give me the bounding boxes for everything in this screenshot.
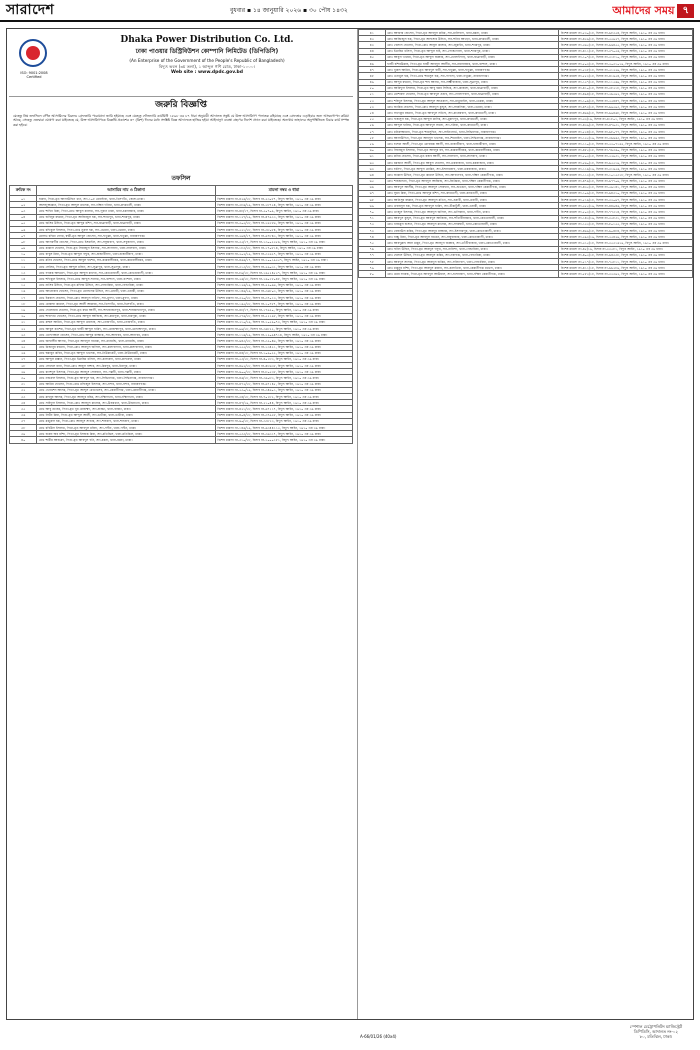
cell-case: বিশেষ মামলা নং-১১৩/১৮, হিসাব নং-১০১৫৩১৮, বিদ্যুৎ আইন, ১৯১০ এর ৩৯ ধারা। bbox=[559, 172, 693, 178]
cell-case: বিশেষ মামলা নং-৫৮২/১৮, হিসাব নং-৩২৩৯২, বিদ্যুৎ আইন, ১৯১০ এর ৩৯ ধারা। bbox=[559, 271, 693, 277]
cell-serial: ৪৭ bbox=[359, 67, 386, 73]
cell-accused: মোঃ আব্দুল হালিম, পিতা-মৃত আবদুস সামাদ, সাং-দনিয়া, থানা-কদমতলী, ঢাকা। bbox=[385, 122, 559, 128]
cell-accused: মোঃ আবদুল্লাহ আল মামুন, পিতা-মৃত আবদুল জব্বার, সাং-তাঁতীবাজার, থানা-কোতোয়ালী, ঢাকা। bbox=[385, 240, 559, 246]
cell-accused: মোঃ মামুনুর রশিদ, পিতা-মৃত আবদুল মান্নান, সাং-কলাতিয়া, থানা-কেরানীগঞ্জ মডেল, ঢাকা। bbox=[385, 265, 559, 271]
cell-case: বিশেষ মামলা নং-১১৬/১৯, হিসাব নং-৩১৬৫৬, বিদ্যুৎ আইন, ১৯১০ এর ৩৯ ধারা। bbox=[559, 166, 693, 172]
cell-serial: ৭২ bbox=[359, 221, 386, 227]
cell-accused: মোঃ জামাল উদ্দিন, পিতা-মৃত কামাল উদ্দিন, সাং-আগানগর, থানা-দক্ষিণ কেরানীগঞ্জ, ঢাকা। bbox=[385, 172, 559, 178]
cell-accused: মোঃ ওবায়দুল হক, পিতা-মৃত আবদুল হামিদ, সাং-টিকাটুলী, থানা-ওয়ারী, ঢাকা। bbox=[385, 203, 559, 209]
cell-case: বিশেষ মামলা নং-১২৫/১৯, হিসাব নং-৩৬৬৬৩, বিদ্যুৎ আইন, ১৯১০ এর ৩৯ ধারা। bbox=[559, 135, 693, 141]
cell-case: বিশেষ মামলা নং-২০২/১৯, হিসাব নং-৩১৬২৭, বিদ্যুৎ আইন, ১৯১০ এর ৩৯ ধারা। bbox=[215, 251, 352, 257]
cell-case: বিশেষ মামলা নং-৪৮/১৭, হিসাব নং-১৭৬২০, বিদ্যুৎ আইন, ১৯১০ এর ৩৯ ধারা। bbox=[215, 307, 352, 313]
cell-serial: ৩২ bbox=[10, 387, 37, 393]
cell-accused: মোঃ মনিরুজ্জামান, পিতা-মৃত শামসুদ্দিন, সাং-সাইনবোর্ড, থানা-সিদ্ধিরগঞ্জ, নারায়ণগঞ্জ। bbox=[385, 129, 559, 135]
cell-accused: মোঃ কামাল হোসেন, পিতা-মৃত সিরাজুল ইসলাম, সাং-লালবাগ, থানা-লালবাগ, ঢাকা। bbox=[37, 245, 215, 251]
cell-serial: ৭১ bbox=[359, 215, 386, 221]
cell-accused: মোঃ দেলোয়ার হোসেন, পিতা-মৃত রহম আলী, সাং-শাহজাহানপুর, থানা-শাহজাহানপুর, ঢাকা। bbox=[37, 307, 215, 313]
cell-accused: মোঃ রবিউল ইসলাম, পিতা-মৃত আবদুল মজিদ, সাং-পল্টন, থানা-পল্টন, ঢাকা। bbox=[37, 424, 215, 430]
cell-case: বিশেষ মামলা নং-৩২০/১৮, হিসাব নং-৩৭০১৩, বিদ্যুৎ আইন, ১৯১০ এর ৩৯ ধারা। bbox=[215, 295, 352, 301]
schedule-title: তফসিল bbox=[171, 175, 191, 182]
cell-serial: ৩৫ bbox=[10, 406, 37, 412]
cell-accused: মোঃ মনির হোসেন, পিতা-মোঃ আবুল হাশেম, সাং-কামরাঙ্গীরচর, থানা-কামরাঙ্গীরচর, ঢাকা। bbox=[37, 257, 215, 263]
cell-serial: ৭৩ bbox=[359, 228, 386, 234]
cell-serial: ১৩ bbox=[10, 270, 37, 276]
cell-serial: ৭৮ bbox=[359, 258, 386, 264]
cell-case: বিশেষ মামলা নং-৪৬৬/১৭, হিসাব নং-১০০১৯২৫৭, বিদ্যুৎ আইন, ১৯১০ এর ৩৯ ধারা। bbox=[215, 257, 352, 263]
table-row bbox=[359, 271, 693, 277]
dpdc-logo-icon bbox=[19, 39, 47, 67]
cell-serial: ৩১ bbox=[10, 381, 37, 387]
cell-case: বিশেষ মামলা নং-১০৬/১৮, হিসাব নং-২৫৪৪৭, বিদ্যুৎ আইন, ১৯১০ এর ৩৯ ধারা। bbox=[559, 98, 693, 104]
company-header bbox=[9, 29, 353, 97]
cell-accused: মোঃ আবদুল আলীম, পিতা-মৃত আবদুস সোবহান, সাং-শুভাঢ্যা, থানা-দক্ষিণ কেরানীগঞ্জ, ঢাকা। bbox=[385, 184, 559, 190]
cell-serial: ১৬ bbox=[10, 288, 37, 294]
cell-case: বিশেষ মামলা নং-৪৯২/১৮, হিসাব নং-৪৮৬৩৮, বিদ্যুৎ আইন, ১৯১০ এর ৩৯ ধারা। bbox=[215, 363, 352, 369]
cell-case: বিশেষ মামলা নং-৫০৩/১৮, হিসাব নং-৭৭৩১৪, বিদ্যুৎ আইন, ১৯১০ এর ৩৯ ধারা। bbox=[559, 209, 693, 215]
cell-accused: মোসাঃ রহিমা বেগম, স্বামী-মৃত আবুল হোসেন, সাং-ফতুল্লা, থানা-ফতুল্লা, নারায়ণগঞ্জ। bbox=[37, 233, 215, 239]
cell-accused: মোঃ মঞ্জুরুল হক, পিতা-মোঃ আবদুস সাত্তার, সাং-শাহবাগ, থানা-শাহবাগ, ঢাকা। bbox=[37, 418, 215, 424]
cell-serial: ২৪ bbox=[10, 338, 37, 344]
cell-accused: মোঃ আনিসুর রহমান, পিতা-মৃত আবদুল মতিন, সাং-ওয়ারী, থানা-ওয়ারী, ঢাকা। bbox=[385, 197, 559, 203]
table-row bbox=[10, 437, 353, 443]
dpdc-notice-advertisement bbox=[6, 28, 694, 1020]
cell-case: বিশেষ মামলা নং-১২২/১৮, হিসাব নং-৮০১৫৫, বিদ্যুৎ আইন, ১৯১০ এর ৩৯ ধারা। bbox=[559, 221, 693, 227]
cell-serial: ৬৯ bbox=[359, 203, 386, 209]
newspaper-masthead bbox=[0, 0, 700, 22]
cell-accused: মোঃ রাশেদুল ইসলাম, পিতা-মৃত আবদুস সোবহান, সাং-পল্লবী, থানা-পল্লবী, ঢাকা। bbox=[37, 369, 215, 375]
cell-serial: ১৫ bbox=[10, 282, 37, 288]
cell-case: বিশেষ মামলা নং-৫০২/১৮, হিসাব নং-২২৯৩১, বিদ্যুৎ আইন, ১৯১০ এর ৩৯ ধারা। bbox=[559, 153, 693, 159]
cell-serial: ৬০ bbox=[359, 147, 386, 153]
cell-case: বিশেষ মামলা নং-৪১১/১৮, হিসাব নং-৬৬২৮৯, বিদ্যুৎ আইন, ১৯১০ এর ৩৯ ধারা। bbox=[559, 265, 693, 271]
cell-serial: ০৭ bbox=[10, 233, 37, 239]
cell-serial: ৪৩ bbox=[359, 42, 386, 48]
notice-intro: যেহেতু নিম্ন তফসিলে বর্ণিত আসামিদের বিরুদ্ধে গ্রেফতারি পরোয়ানা জারি হইয়াছে এবং যেহেতু ফৌজদারি কার্যবিধি ১৮৯৮ এর ৮৭ ধারা অনুযায়ী আদালত সন্তুষ্ট যে উক্ত আসামিগণ পলাতক রহিয়াছে এবং গ্রেফতার এড়াইবার জন্য আত্মগোপন করিয়া আছে, সেহেতু এতদ্বারা ঘোষণা করা যাইতেছে যে, উক্ত আসামিগণকে বিজ্ঞপ্তি প্রকাশের ৩০ (ত্রিশ) দিনের মধ্যে সংশ্লিষ্ট বিজ্ঞ আদালতে হাজির হইয়া আইনানুগ ব্যবস্থা গ্রহণের নির্দেশ প্রদান করা যাইতেছে। অন্যথায় তাহাদের অনুপস্থিতিতে বিচার কার্য সম্পন্ন করা হইবে। bbox=[13, 114, 349, 127]
cell-accused: মোঃ আলাউদ্দিন, পিতা-মৃত আবদুল খালেক, সাং-শিমরাইল, থানা-সিদ্ধিরগঞ্জ, নারায়ণগঞ্জ। bbox=[385, 135, 559, 141]
cell-accused: মোঃ হুমায়ুন কবির, পিতা-মৃত আব্দুল খালেক, সাং-নিউমার্কেট, থানা-নিউমার্কেট, ঢাকা। bbox=[37, 350, 215, 356]
cell-case: বিশেষ মামলা নং-৫৩০/১৮, হিসাব নং-৬৮৩৫৪, বিদ্যুৎ আইন, ১৯১০ এর ৩৯ ধারা। bbox=[559, 30, 693, 36]
cell-case: বিশেষ মামলা নং-৪৩৫/১৮, হিসাব নং-৫৯১৪১, বিদ্যুৎ আইন, ১৯১০ এর ৩৯ ধারা। bbox=[559, 184, 693, 190]
company-subtitle: (An Enterprise of the Government of the People's Republic of Bangladesh) bbox=[129, 57, 285, 63]
cell-case: বিশেষ মামলা নং-১২৭/১৮, হিসাব নং-১১৫৬৯, বিদ্যুৎ আইন, ১৯১০ এর ৩৯ ধারা। bbox=[559, 79, 693, 85]
cell-case: বিশেষ মামলা নং-২১০/১৯, হিসাব নং-১০৫৯০৭৩, বিদ্যুৎ আইন, ১৯১০ এর ৩৯ ধারা। bbox=[215, 319, 352, 325]
company-text bbox=[69, 35, 345, 76]
cell-case: বিশেষ মামলা নং-৪৯৪/১৮, হিসাব নং-২৬৫৯২, বিদ্যুৎ আইন, ১৯১০ এর ৩৯ ধারা। bbox=[559, 91, 693, 97]
cell-serial: ১২ bbox=[10, 264, 37, 270]
col-header-name: আসামির নাম ও ঠিকানা bbox=[37, 186, 215, 196]
cell-serial: ৩৮ bbox=[10, 424, 37, 430]
cell-serial: ৮০ bbox=[359, 271, 386, 277]
cell-serial: ৪০ bbox=[10, 437, 37, 443]
cell-serial: ৬৮ bbox=[359, 197, 386, 203]
cell-accused: মোঃ মাহবুব আলম, পিতা-মৃত আবদুর রহিম, সাং-দক্ষিণখান, থানা-দক্ষিণখান, ঢাকা। bbox=[37, 394, 215, 400]
cell-serial: ৭৫ bbox=[359, 240, 386, 246]
cell-case: বিশেষ মামলা নং-৯৯/১৮, হিসাব নং-৩৬৮২২, বিদ্যুৎ আইন, ১৯১০ এর ৩৯ ধারা। bbox=[215, 325, 352, 331]
cell-accused: মোঃ জাহাঙ্গীর আলম, পিতা-মৃত আবদুল বারেক, সাং-ধানমন্ডি, থানা-ধানমন্ডি, ঢাকা। bbox=[37, 338, 215, 344]
cell-serial: ৫৮ bbox=[359, 135, 386, 141]
cell-case: বিশেষ মামলা নং-৩৪/১৮, হিসাব নং-৭০১৮২, বিদ্যুৎ আইন, ১৯১০ এর ৩৯ ধারা। bbox=[215, 394, 352, 400]
section-title: সারাদেশ bbox=[6, 2, 55, 18]
cell-serial: ০৬ bbox=[10, 226, 37, 232]
cell-serial: ৪৫ bbox=[359, 54, 386, 60]
cell-case: বিশেষ মামলা নং-৪২৬/১৮, হিসাব নং-২৩০৮৭, বিদ্যুৎ আইন, ১৯১০ এর ৩৯ ধারা। bbox=[215, 196, 352, 202]
cell-case: বিশেষ মামলা নং-১২৬/১৯, হিসাব নং-২২০৯৬, বিদ্যুৎ আইন, ১৯১০ এর ৩৯ ধারা। bbox=[215, 282, 352, 288]
cell-serial: ১৭ bbox=[10, 295, 37, 301]
cell-accused: মোঃ আজিজুল হক, পিতা-মৃত আফসার উদ্দিন, সাং-শনির আখড়া, থানা-কদমতলী, ঢাকা। bbox=[385, 36, 559, 42]
cell-case: বিশেষ মামলা নং-১০৭/১৮, হিসাব নং-৩১৮১০, বিদ্যুৎ আইন, ১৯১০ এর ৩৯ ধারা। bbox=[559, 54, 693, 60]
signer-office: ডিপিডিসি, আদালত নং-০২ bbox=[633, 1029, 679, 1034]
cell-accused: মোঃ আব্দুর রহমান, পিতা-মৃত শাহ আলম, সাং-লক্ষ্মীবাজার, থানা-সূত্রাপুর, ঢাকা। bbox=[385, 79, 559, 85]
cell-case: বিশেষ মামলা নং-২৬৫/১৮, হিসাব নং-৬৬৪৫৫, বিদ্যুৎ আইন, ১৯১০ এর ৩৯ ধারা। bbox=[559, 42, 693, 48]
cell-serial: ৫০ bbox=[359, 85, 386, 91]
cell-accused: মোঃ আবু তাহের, পিতা-মৃত নুর মোহাম্মদ, সাং-বাড্ডা, থানা-বাড্ডা, ঢাকা। bbox=[37, 406, 215, 412]
page-number: ৭ bbox=[677, 4, 694, 19]
cell-case: বিশেষ মামলা নং-১৪৬/১৯, হিসাব নং-৩৬৮০৩, বিদ্যুৎ আইন, ১৯১০ এর ৩৯ ধারা। bbox=[215, 288, 352, 294]
cell-serial: ০৫ bbox=[10, 220, 37, 226]
cell-case: বিশেষ মামলা নং-৪৬৬/১৮, হিসাব নং-৬৯৪৬৮, বিদ্যুৎ আইন, ১৯১০ এর ৩৯ ধারা। bbox=[559, 110, 693, 116]
cell-accused: মোঃ আবদুল কুদ্দুস, পিতা-মৃত আবদুল আজিজ, সাং-শাঁখারীবাজার, থানা-কোতোয়ালী, ঢাকা। bbox=[385, 215, 559, 221]
cell-accused: মোঃ সেলিম, পিতা-মৃত আব্দুল মজিদ, সাং-সূত্রাপুর, থানা-সূত্রাপুর, ঢাকা। bbox=[37, 264, 215, 270]
cell-serial: ৭৭ bbox=[359, 252, 386, 258]
cell-accused: মোঃ ইব্রাহিম খলিল, পিতা-মৃত আব্দুল হাই, সাং-পোস্তগোলা, থানা-শ্যামপুর, ঢাকা। bbox=[385, 48, 559, 54]
cell-accused: মোঃ শামীম আহমেদ, পিতা-মৃত আবদুল গনি, সাং-রমনা, থানা-রমনা, ঢাকা। bbox=[37, 437, 215, 443]
cell-serial: ৫৫ bbox=[359, 116, 386, 122]
cell-serial: ৭৬ bbox=[359, 246, 386, 252]
cell-case: বিশেষ মামলা নং-৩৮৬/১৯, হিসাব নং-১৮৭২৪, বিদ্যুৎ আইন, ১৯১০ এর ৩৯ ধারা। bbox=[215, 202, 352, 208]
cell-serial: ২৭ bbox=[10, 356, 37, 362]
cell-serial: ৫১ bbox=[359, 91, 386, 97]
cell-case: বিশেষ মামলা নং-৫৫৩/১৮, হিসাব নং-৪১৬৫৪, বিদ্যুৎ আইন, ১৯১০ এর ৩৯ ধারা। bbox=[559, 73, 693, 79]
schedule-table-right bbox=[358, 29, 693, 278]
cell-serial: ১১ bbox=[10, 257, 37, 263]
cell-accused: মোঃ ফারুক আহমেদ, পিতা-মৃত আব্দুল কাদের, সাং-কোতোয়ালী, থানা-কোতোয়ালী, ঢাকা। bbox=[37, 270, 215, 276]
cell-accused: মোঃ আরিফুল ইসলাম, পিতা-মৃত আবু বকর সিদ্দিক, সাং-কাজলা, থানা-যাত্রাবাড়ী, ঢাকা। bbox=[385, 85, 559, 91]
cell-case: বিশেষ মামলা নং-৩৭৬/১৮, হিসাব নং-৫২১৯৮, বিদ্যুৎ আইন, ১৯১০ এর ৩৯ ধারা। bbox=[215, 313, 352, 319]
cell-serial: ৬২ bbox=[359, 159, 386, 165]
cell-case: বিশেষ মামলা নং-১২৭/১৯, হিসাব নং-৪৭৯১৩, বিদ্যুৎ আইন, ১৯১০ এর ৩৯ ধারা। bbox=[215, 214, 352, 220]
cell-serial: ১০ bbox=[10, 251, 37, 257]
cell-case: বিশেষ মামলা নং-৪৫/১৯, হিসাব নং-৩৩৫৮১, বিদ্যুৎ আইন, ১৯১০ এর ৩৯ ধারা। bbox=[559, 246, 693, 252]
table-header-row bbox=[10, 186, 353, 196]
cell-accused: হাজী বশিরউল্লাহ, পিতা-মৃত হাজী আবদুল আলীম, সাং-নয়াবাজার, থানা-বংশাল, ঢাকা। bbox=[385, 60, 559, 66]
company-name-bn: ঢাকা পাওয়ার ডিস্ট্রিবিউশন কোম্পানি লিমিটেড (ডিপিডিসি) bbox=[135, 48, 279, 56]
cell-accused: মোঃ আনোয়ার হোসেন, পিতা-মৃত মোসলেম উদ্দিন, সাং-ওয়ারী, থানা-ওয়ারী, ঢাকা। bbox=[37, 288, 215, 294]
cell-accused: মোঃ জসিম উদ্দিন, পিতা-মৃত আব্দুর রশিদ, সাং-যাত্রাবাড়ী, থানা-যাত্রাবাড়ী, ঢাকা। bbox=[37, 220, 215, 226]
cell-case: বিশেষ মামলা নং-১০৯/১৮, হিসাব নং-৬৪৩১০, বিদ্যুৎ আইন, ১৯১০ এর ৩৯ ধারা। bbox=[559, 190, 693, 196]
cell-serial: ২০ bbox=[10, 313, 37, 319]
cell-accused: মোঃ কবির হোসেন, পিতা-মৃত রজব আলী, সাং-লালবাগ, থানা-লালবাগ, ঢাকা। bbox=[385, 153, 559, 159]
cell-serial: ২৬ bbox=[10, 350, 37, 356]
cell-accused: মোঃ রুহুল আমিন, পিতা-মৃত আব্দুল ওয়াহাব, সাং-তেজগাঁও, থানা-তেজগাঁও, ঢাকা। bbox=[37, 319, 215, 325]
cell-serial: ৬৬ bbox=[359, 184, 386, 190]
cell-accused: মোঃ ফজলুল হক, পিতা-মৃত আব্দুল কাদির, সাং-মুরাদপুর, থানা-কদমতলী, ঢাকা। bbox=[385, 116, 559, 122]
cell-case: বিশেষ মামলা নং-৫০৩/১৮, হিসাব নং-২০৩১০১৯, বিদ্যুৎ আইন, ১৯১০ এর ৩৯ ধারা। bbox=[559, 60, 693, 66]
cell-accused: মোঃ হাসান আলী, পিতা-মৃত মোবারক আলী, সাং-হাজারীবাগ, থানা-হাজারীবাগ, ঢাকা। bbox=[385, 141, 559, 147]
cell-accused: মোঃ খোরশেদ আলম, পিতা-মৃত আব্দুল মোতালেব, সাং-কেরানীগঞ্জ, থানা-কেরানীগঞ্জ, ঢাকা। bbox=[37, 387, 215, 393]
cell-serial: ১৯ bbox=[10, 307, 37, 313]
cell-case: বিশেষ মামলা নং-২৩০/১৯, হিসাব নং-৩৪৬০১, বিদ্যুৎ আইন, ১৯১০ এর ৩৯ ধারা। bbox=[215, 387, 352, 393]
cell-accused: মোঃ হানিফ, পিতা-মৃত আব্দুল মোমিন, সাং-ইসলামবাগ, থানা-চকবাজার, ঢাকা। bbox=[385, 166, 559, 172]
cell-accused: মোঃ সাইফুল ইসলাম, পিতা-মোঃ আবদুল মালেক, সাং-উত্তরখান, থানা-উত্তরখান, ঢাকা। bbox=[37, 400, 215, 406]
cell-accused: মোঃ মিজানুর রহমান, পিতা-মোঃ আবদুল জলিল, সাং-কলাবাগান, থানা-কলাবাগান, ঢাকা। bbox=[37, 344, 215, 350]
cell-case: বিশেষ মামলা নং-৪৬/১৮, হিসাব নং-৩৬০৮৩, বিদ্যুৎ আইন, ১৯১০ এর ৩৯ ধারা। bbox=[215, 375, 352, 381]
cell-accused: মোঃ ইকবাল হোসেন, পিতা-মোঃ আবদুল লতিফ, সাং-মুগদা, থানা-মুগদা, ঢাকা। bbox=[37, 295, 215, 301]
cell-case: বিশেষ মামলা নং-৮৯/১৮, হিসাব নং-১৬৫২৪৫২৭, বিদ্যুৎ আইন, ১৯১০ এর ৩৯ ধারা। bbox=[215, 270, 352, 276]
cell-accused: মোঃ নাসির উদ্দিন, পিতা-মৃত মফিজ উদ্দিন, সাং-গেন্ডারিয়া, থানা-গেন্ডারিয়া, ঢাকা। bbox=[37, 282, 215, 288]
cell-case: বিশেষ মামলা নং-৫২৪/১৮, হিসাব নং-৬৮০৭৭, বিদ্যুৎ আইন, ১৯১০ এর ৩৯ ধারা। bbox=[559, 129, 693, 135]
cell-serial: ৫২ bbox=[359, 98, 386, 104]
cell-serial: ৩৭ bbox=[10, 418, 37, 424]
cell-serial: ০৩ bbox=[10, 208, 37, 214]
cell-case: বিশেষ মামলা নং-৫৩৩/১৮, হিসাব নং-৩৬৩১৭, বিদ্যুৎ আইন, ১৯১০ এর ৩৯ ধারা। bbox=[215, 431, 352, 437]
cell-accused: মোঃ সিরাজুল ইসলাম, পিতা-মৃত আবদুর রব, সাং-কামরাঙ্গীরচর, থানা-কামরাঙ্গীরচর, ঢাকা। bbox=[385, 147, 559, 153]
cell-case: বিশেষ মামলা নং-১১০/১৮, হিসাব নং-২২০৭১৬২, বিদ্যুৎ আইন, ১৯১০ এর ৩৯ ধারা। bbox=[559, 141, 693, 147]
cell-accused: মোঃ বেলাল হোসেন, পিতা-মোঃ আবুল কালাম, সাং-জুরাইন, থানা-শ্যামপুর, ঢাকা। bbox=[385, 42, 559, 48]
cell-serial: ৭৯ bbox=[359, 265, 386, 271]
cell-serial: ৫৭ bbox=[359, 129, 386, 135]
cell-case: বিশেষ মামলা নং-৩০৫/১৮, হিসাব নং-১৬১৮৬, বিদ্যুৎ আইন, ১৯১০ এর ৩৯ ধারা। bbox=[215, 220, 352, 226]
cell-case: বিশেষ মামলা নং-২৬/১৮, হিসাব নং-১৬০১৮০৪৮, বিদ্যুৎ আইন, ১৯১০ এর ৩৯ ধারা। bbox=[215, 276, 352, 282]
cell-accused: মোঃ আমির হোসেন, পিতা-মোঃ মফিজুল ইসলাম, সাং-বন্দর, থানা-বন্দর, নারায়ণগঞ্জ। bbox=[37, 381, 215, 387]
cell-accused: মোঃ আবুল খায়ের, পিতা-মৃত আব্দুল জব্বার, সাং-ধোলাইপাড়, থানা-যাত্রাবাড়ী, ঢাকা। bbox=[385, 54, 559, 60]
cell-case: বিশেষ মামলা নং-৬০/১৮, হিসাব নং-৩৩৮১৩, বিদ্যুৎ আইন, ১৯১০ এর ৩৯ ধারা। bbox=[215, 418, 352, 424]
company-address: বিদ্যুৎ ভবন (৩য় তলা), ১ আব্দুল গণি রোড, ঢাকা-১০০০। bbox=[158, 64, 256, 69]
signer-title: স্পেশাল মেট্রোপলিটন ম্যাজিস্ট্রেট bbox=[629, 1024, 682, 1029]
cell-accused: মোঃ হাবিবুর রহমান, পিতা-মৃত আজিজুল হক, সাং-শ্যামপুর, থানা-শ্যামপুর, ঢাকা। bbox=[37, 214, 215, 220]
cell-case: বিশেষ মামলা নং-৪৭২/১৮, হিসাব নং-৬৭১৪৫, বিদ্যুৎ আইন, ১৯১০ এর ৩৯ ধারা। bbox=[215, 381, 352, 387]
cell-case: বিশেষ মামলা নং-৪৮৫/১৮, হিসাব নং-৭৬৩৬০, বিদ্যুৎ আইন, ১৯১০ এর ৩৯ ধারা। bbox=[559, 147, 693, 153]
cell-serial: ০১ bbox=[10, 196, 37, 202]
cell-accused: মোঃ আব্দুল মান্নান, পিতা-মৃত ইব্রাহিম খলিল, সাং-কাফরুল, থানা-কাফরুল, ঢাকা। bbox=[37, 356, 215, 362]
cell-accused: মোঃ হারুন অর রশিদ, পিতা-মৃত ইসহাক মিয়া, সাং-মতিঝিল, থানা-মতিঝিল, ঢাকা। bbox=[37, 431, 215, 437]
cell-accused: মোঃ এনামুল হক, পিতা-মোঃ শামসুল হক, সাং-পাগলা, থানা-ফতুল্লা, নারায়ণগঞ্জ। bbox=[385, 73, 559, 79]
cell-case: বিশেষ মামলা নং-৪৭/১৯, হিসাব নং-২১০৪৪, বিদ্যুৎ আইন, ১৯১০ এর ৩৯ ধারা। bbox=[215, 400, 352, 406]
cell-accused: মোঃ সুমন মিয়া, পিতা-মোঃ আবদুর রশিদ, সাং-কদমতলী, থানা-কদমতলী, ঢাকা। bbox=[385, 190, 559, 196]
cell-accused: হারুন, পিতা-মৃত আলাউদ্দিন খান, সাং-১০৮ মেরাদিয়া, থানা-খিলগাঁও, জেলা-ঢাকা। bbox=[37, 196, 215, 202]
cell-serial: ২২ bbox=[10, 325, 37, 331]
ad-reference: A-66/01/26 (40x4) bbox=[360, 1034, 397, 1039]
cell-serial: ৬৫ bbox=[359, 178, 386, 184]
cell-case: বিশেষ মামলা নং-৫৬০/১৮, হিসাব নং-৬৫৫১৯, বিদ্যুৎ আইন, ১৯১০ এর ৩৯ ধারা। bbox=[559, 159, 693, 165]
cell-case: বিশেষ মামলা নং-২৯৪/১৭, হিসাব নং-৬৭৮৪৩, বিদ্যুৎ আইন, ১৯১০ এর ৩৯ ধারা। bbox=[215, 233, 352, 239]
cell-accused: মোঃ আবুল কাশেম, পিতা-মৃত হাজী আব্দুল হামিদ, সাং-মোহাম্মদপুর, থানা-মোহাম্মদপুর, ঢাকা। bbox=[37, 325, 215, 331]
cell-serial: ৪২ bbox=[359, 36, 386, 42]
cell-serial: ৭৪ bbox=[359, 234, 386, 240]
cell-serial: ২৮ bbox=[10, 363, 37, 369]
cell-serial: ৪৬ bbox=[359, 60, 386, 66]
cell-serial: ৬৪ bbox=[359, 172, 386, 178]
cell-serial: ১৮ bbox=[10, 301, 37, 307]
cell-serial: ৩৪ bbox=[10, 400, 37, 406]
cell-serial: ৫৬ bbox=[359, 122, 386, 128]
schedule-table-left bbox=[9, 185, 353, 444]
cell-serial: ৬১ bbox=[359, 153, 386, 159]
cell-case: বিশেষ মামলা নং-২৫৫/১৯, হিসাব নং-৪৪৯৪৬, বিদ্যুৎ আইন, ১৯১০ এর ৩৯ ধারা। bbox=[559, 203, 693, 209]
cell-case: বিশেষ মামলা নং-১৮৩/১৮, হিসাব নং-১৭০৮১৪, বিদ্যুৎ আইন, ১৯১০ এর ৩৯ ধারা। bbox=[215, 245, 352, 251]
cell-case: বিশেষ মামলা নং-৩১৩/১৮, হিসাব নং-২৯০৩১, বিদ্যুৎ আইন, ১৯১০ এর ৩৯ ধারা। bbox=[215, 264, 352, 270]
cell-accused: মোঃ বাবুল মিয়া, পিতা-মৃত আব্দুল গফুর, সাং-হাজারীবাগ, থানা-হাজারীবাগ, ঢাকা। bbox=[37, 251, 215, 257]
cell-accused: মোঃ ওমর ফারুক, পিতা-মৃত আবদুল আউয়াল, সাং-হাসনাবাদ, থানা-দক্ষিণ কেরানীগঞ্জ, ঢাকা। bbox=[385, 271, 559, 277]
cell-case: বিশেষ মামলা নং-৪২৯/১৮, হিসাব নং-৫৫৯২৭, বিদ্যুৎ আইন, ১৯১০ এর ৩৯ ধারা। bbox=[559, 36, 693, 42]
cell-serial: ৩০ bbox=[10, 375, 37, 381]
cell-case: বিশেষ মামলা নং-২৫৫/১৮, হিসাব নং-১৩৪২১, বিদ্যুৎ আইন, ১৯১০ এর ৩৯ ধারা। bbox=[215, 344, 352, 350]
cell-accused: মোঃ জাকির হোসেন, পিতা-মোঃ আবদুল কুদ্দুস, সাং-সারুলিয়া, থানা-ডেমরা, ঢাকা। bbox=[385, 104, 559, 110]
cell-case: বিশেষ মামলা নং-৪১১/১৮, হিসাব নং-৩৭০৫৬, বিদ্যুৎ আইন, ১৯১০ এর ৩৯ ধারা। bbox=[559, 48, 693, 54]
cell-accused: মোঃ মোস্তফা কামাল, পিতা-মৃত আলী আকবর, সাং-খিলগাঁও, থানা-খিলগাঁও, ঢাকা। bbox=[37, 301, 215, 307]
cell-serial: ২৯ bbox=[10, 369, 37, 375]
company-name-en: Dhaka Power Distribution Co. Ltd. bbox=[120, 35, 294, 45]
signature-block bbox=[630, 1024, 682, 1039]
cell-case: বিশেষ মামলা নং-৪৭৬/১৮, হিসাব নং-৬৭৭০৯, বিদ্যুৎ আইন, ১৯১০ এর ৩৯ ধারা। bbox=[559, 178, 693, 184]
cell-accused: মোঃ নাজমুল হাসান, পিতা-মৃত আবদুল মালেক, সাং-সদরঘাট, থানা-কোতোয়ালী, ঢাকা। bbox=[385, 221, 559, 227]
cell-case: বিশেষ মামলা নং-৪৪/১৮, হিসাব নং-১০৯০২২, বিদ্যুৎ আইন, ১৯১০ এর ৩৯ ধারা। bbox=[215, 350, 352, 356]
col-header-sl: ক্রমিক নং bbox=[10, 186, 37, 196]
cell-serial: ০৯ bbox=[10, 245, 37, 251]
cell-case: বিশেষ মামলা নং-৪২১/১৮, হিসাব নং-৬৭১১৭, বিদ্যুৎ আইন, ১৯১০ এর ৩৯ ধারা। bbox=[215, 406, 352, 412]
cell-accused: মোঃ রমজান আলী, পিতা-মৃত আবুল হোসেন, সাং-চকবাজার, থানা-চকবাজার, ঢাকা। bbox=[385, 159, 559, 165]
cell-serial: ৬৩ bbox=[359, 166, 386, 172]
cell-accused: মোঃ রফিকুল ইসলাম, পিতা-মোঃ নুরুল হক, সাং-ডেমরা, থানা-ডেমরা, ঢাকা। bbox=[37, 226, 215, 232]
cell-case: বিশেষ মামলা নং-১৪৬/১৯, হিসাব নং-৬৩৪৪১১২, বিদ্যুৎ আইন, ১৯১০ এর ৩৯ ধারা। bbox=[215, 424, 352, 430]
cell-accused: মোঃ নজরুল ইসলাম, পিতা-মৃত আবদুল হক, সাং-সিদ্ধিরগঞ্জ, থানা-সিদ্ধিরগঞ্জ, নারায়ণগঞ্জ। bbox=[37, 375, 215, 381]
cell-serial: ০৮ bbox=[10, 239, 37, 245]
left-column bbox=[9, 29, 353, 1019]
cell-case: বিশেষ মামলা নং-৩৫/১৭, হিসাব নং-১৩০০২২৫৬, বিদ্যুৎ আইন, ১৯১০ এর ৩৯ ধারা। bbox=[215, 239, 352, 245]
cell-accused: মোঃ তোফাজ্জল হোসেন, পিতা-মোঃ আব্দুর রাজ্জাক, সাং-আদাবর, থানা-আদাবর, ঢাকা। bbox=[37, 332, 215, 338]
cell-accused: মোঃ সাদেকুর রহমান, পিতা-মৃত আবদুল লতিফ, সাং-রায়েরবাগ, থানা-কদমতলী, ঢাকা। bbox=[385, 110, 559, 116]
cell-serial: ৫৯ bbox=[359, 141, 386, 147]
cell-case: বিশেষ মামলা নং-৬৪৩/১৮, হিসাব নং-৩২০৪৬, বিদ্যুৎ আইন, ১৯১০ এর ৩৯ ধারা। bbox=[215, 338, 352, 344]
cell-case: বিশেষ মামলা নং-৫৩৮/১৮, হিসাব নং-৫১২২৯, বিদ্যুৎ আইন, ১৯১০ এর ৩৯ ধারা। bbox=[559, 67, 693, 73]
cell-case: বিশেষ মামলা নং-৫১৭/১৮, হিসাব নং-৭৫৮১১, বিদ্যুৎ আইন, ১৯১০ এর ৩৯ ধারা। bbox=[559, 258, 693, 264]
cell-serial: ০৪ bbox=[10, 214, 37, 220]
cell-case: বিশেষ মামলা নং-৪০৪/১৮, হিসাব নং-৩৭৯২৮, বিদ্যুৎ আইন, ১৯১০ এর ৩৯ ধারা। bbox=[215, 412, 352, 418]
cell-serial: ২১ bbox=[10, 319, 37, 325]
iso-certification: ISO: 9001:2008 Certified bbox=[20, 71, 48, 80]
cell-serial: ৫৪ bbox=[359, 110, 386, 116]
cell-serial: ৩৯ bbox=[10, 431, 37, 437]
cell-case: বিশেষ মামলা নং-৫৩/১৮, হিসাব নং-৪০১৮৩, বিদ্যুৎ আইন, ১৯১০ এর ৩৯ ধারা। bbox=[215, 356, 352, 362]
cell-serial: ২৩ bbox=[10, 332, 37, 338]
right-column bbox=[357, 29, 693, 1019]
cell-case: বিশেষ মামলা নং-২৩/১৯, হিসাব নং-৪১৮০১, বিদ্যুৎ আইন, ১৯১০ এর ৩৯ ধারা। bbox=[559, 116, 693, 122]
cell-accused: মোঃ নুরুল আমিন, পিতা-মৃত আবদুল বারী, সাং-ফতুল্লা, থানা-ফতুল্লা, নারায়ণগঞ্জ। bbox=[385, 67, 559, 73]
cell-accused: মোঃ বাচ্চু মিয়া, পিতা-মৃত আবদুল বাতেন, সাং-বাবুবাজার, থানা-কোতোয়ালী, ঢাকা। bbox=[385, 234, 559, 240]
date-line: বুধবার ▪ ১৪ জানুয়ারি ২০২৬ ▪ ৩০ পৌষ ১৪৩২ bbox=[230, 7, 348, 14]
cell-case: বিশেষ মামলা নং-৩১০/১৮, হিসাব নং-১০০০১৮১, বিদ্যুৎ আইন, ১৯১০ এর ৩৯ ধারা। bbox=[215, 437, 352, 443]
cell-case: বিশেষ মামলা নং-১৬৫/১৮, হিসাব নং-১০৭৮৭, বিদ্যুৎ আইন, ১৯১০ এর ৩৯ ধারা। bbox=[215, 301, 352, 307]
table-body-left bbox=[10, 196, 353, 444]
cell-accused: মোঃ শাহজাহান, পিতা-মৃত আবদুল আজিজ, সাং-জিঞ্জিরা, থানা-দক্ষিণ কেরানীগঞ্জ, ঢাকা। bbox=[385, 178, 559, 184]
cell-case: বিশেষ মামলা নং-৬০০/১৮, হিসাব নং-৮০৫৩৮, বিদ্যুৎ আইন, ১৯১০ এর ৩৯ ধারা। bbox=[215, 369, 352, 375]
cell-case: বিশেষ মামলা নং-১৪২/১৯, হিসাব নং-৩৫৮৩১, বিদ্যুৎ আইন, ১৯১০ এর ৩৯ ধারা। bbox=[559, 215, 693, 221]
cell-serial: ৩৩ bbox=[10, 394, 37, 400]
notice-title: জরুরি বিজ্ঞপ্তি bbox=[155, 100, 207, 110]
cell-accused: মোঃ আক্তার হোসেন, পিতা-মৃত আবদুল করিম, সাং-মালিবাগ, থানা-রমনা, ঢাকা। bbox=[385, 30, 559, 36]
company-website: Web site : www.dpdc.gov.bd bbox=[171, 70, 243, 76]
cell-case: বিশেষ মামলা নং-১১৬/১৯, হিসাব নং-১২০৯৪৭১৪, বিদ্যুৎ আইন, ১৯১০ এর ৩৯ ধারা। bbox=[215, 332, 352, 338]
cell-serial: ৭০ bbox=[359, 209, 386, 215]
cell-accused: মোঃ লিটন মিয়া, পিতা-মৃত আব্দুল আলী, সাং-ভাটারা, থানা-ভাটারা, ঢাকা। bbox=[37, 412, 215, 418]
cell-case: বিশেষ মামলা নং-৪৬৯/১৮, হিসাব নং-৬০৪৮৪, বিদ্যুৎ আইন, ১৯১০ এর ৩৯ ধারা। bbox=[559, 228, 693, 234]
cell-accused: মোঃ সোহেল রানা, পিতা-মোঃ আবুল বাশার, সাং-মিরপুর, থানা-মিরপুর, ঢাকা। bbox=[37, 363, 215, 369]
cell-case: বিশেষ মামলা নং-৫১৬/১৮, হিসাব নং-৩২০৯৭, বিদ্যুৎ আইন, ১৯১০ এর ৩৯ ধারা। bbox=[559, 197, 693, 203]
cell-accused: মোঃ আলমগীর হোসেন, পিতা-মোঃ ইসমাইল, সাং-সবুজবাগ, থানা-সবুজবাগ, ঢাকা। bbox=[37, 239, 215, 245]
cell-case: বিশেষ মামলা নং-২৯৩/১৯, হিসাব নং-২৫৪২৯, বিদ্যুৎ আইন, ১৯১০ এর ৩৯ ধারা। bbox=[559, 234, 693, 240]
notice-footer bbox=[360, 1024, 690, 1046]
cell-accused: মোঃ ফরিদ উদ্দিন, পিতা-মৃত আবদুল গফুর, সাং-নারিন্দা, থানা-গেন্ডারিয়া, ঢাকা। bbox=[385, 246, 559, 252]
cell-accused: মোঃ তাজুল ইসলাম, পিতা-মৃত আবদুল জলিল, সাং-গুলিস্তান, থানা-পল্টন, ঢাকা। bbox=[385, 209, 559, 215]
masthead-brand-block bbox=[612, 2, 694, 20]
cell-case: বিশেষ মামলা নং-৪১০/১৮, হিসাব নং-৩৮২১৮, বিদ্যুৎ আইন, ১৯১০ এর ৩৯ ধারা। bbox=[559, 85, 693, 91]
cell-serial: ৪৪ bbox=[359, 48, 386, 54]
cell-case: বিশেষ মামলা নং-৪০২/১৮, হিসাব নং-৬৪৩৩৮, বিদ্যুৎ আইন, ১৯১০ এর ৩৯ ধারা। bbox=[559, 252, 693, 258]
cell-serial: ০২ bbox=[10, 202, 37, 208]
cell-case: বিশেষ মামলা নং-৪৩৯/১৮, হিসাব নং-৪৭৯৩১, বিদ্যুৎ আইন, ১৯১০ এর ৩৯ ধারা। bbox=[559, 122, 693, 128]
cell-case: বিশেষ মামলা নং-৫২১/১৮, হিসাব নং-৩৮০৮৪, বিদ্যুৎ আইন, ১৯১০ এর ৩৯ ধারা। bbox=[215, 226, 352, 232]
cell-accused: মোঃ রেজাউল করিম, পিতা-মৃত আবদুর রাজ্জাক, সাং-ইসলামপুর, থানা-কোতোয়ালী, ঢাকা। bbox=[385, 228, 559, 234]
cell-serial: ৬৭ bbox=[359, 190, 386, 196]
cell-case: বিশেষ মামলা নং-৪৮/১৭, হিসাব নং-৫০৭০৯, বিদ্যুৎ আইন, ১৯১০ এর ৩৯ ধারা। bbox=[215, 208, 352, 214]
cell-serial: ২৫ bbox=[10, 344, 37, 350]
cell-case: বিশেষ মামলা নং-২১৫/১৮, হিসাব নং-৩৫৩১৬১৯, বিদ্যুৎ আইন, ১৯১০ এর ৩৯ ধারা। bbox=[559, 240, 693, 246]
cell-accused: মোঃ শাহাদাত হোসেন, পিতা-মোঃ আব্দুল আজিজ, সাং-রামপুরা, থানা-রামপুরা, ঢাকা। bbox=[37, 313, 215, 319]
cell-accused: আসাদুজ্জামান, পিতা-মৃত আব্দুল মালেক, সাং-দক্ষিণ দনিয়া, থানা-কদমতলী, ঢাকা। bbox=[37, 202, 215, 208]
cell-accused: মোঃ মোশারফ হোসেন, পিতা-মৃত আবদুল ওহাব, সাং-গোলাপবাগ, থানা-যাত্রাবাড়ী, ঢাকা। bbox=[385, 91, 559, 97]
cell-accused: মোঃ শহিদুল ইসলাম, পিতা-মৃত আব্দুল আওয়াল, সাং-মাতুয়াইল, থানা-ডেমরা, ঢাকা। bbox=[385, 98, 559, 104]
cell-serial: ৪৮ bbox=[359, 73, 386, 79]
signer-address: ৮০, মতিঝিল, ঢাকা। bbox=[639, 1034, 673, 1039]
cell-case: বিশেষ মামলা নং-৪৭৩/১৮, হিসাব নং-৬৯৫৯৩, বিদ্যুৎ আইন, ১৯১০ এর ৩৯ ধারা। bbox=[559, 104, 693, 110]
cell-accused: মোঃ শাহিন মিয়া, পিতা-মোঃ আবুল কালাম, সাং-পুরান ঢাকা, থানা-চকবাজার, ঢাকা। bbox=[37, 208, 215, 214]
cell-accused: মোঃ আবদুস সালাম, পিতা-মৃত আবদুল হাকিম, সাং-ফরিদাবাদ, থানা-গেন্ডারিয়া, ঢাকা। bbox=[385, 258, 559, 264]
newspaper-logo: আমাদের সময় bbox=[612, 4, 675, 18]
cell-serial: ৩৬ bbox=[10, 412, 37, 418]
cell-serial: ৫৩ bbox=[359, 104, 386, 110]
cell-accused: মোঃ হেলাল উদ্দিন, পিতা-মৃত আবদুল করিম, সাং-দয়াগঞ্জ, থানা-গেন্ডারিয়া, ঢাকা। bbox=[385, 252, 559, 258]
cell-accused: মোঃ শফিকুল ইসলাম, পিতা-মোঃ আব্দুস সালাম, সাং-বংশাল, থানা-বংশাল, ঢাকা। bbox=[37, 276, 215, 282]
table-body-right bbox=[359, 30, 693, 278]
cell-serial: ১৪ bbox=[10, 276, 37, 282]
col-header-case: মামলা নম্বর ও ধারা bbox=[215, 186, 352, 196]
cell-serial: ৪৯ bbox=[359, 79, 386, 85]
cell-serial: ৪১ bbox=[359, 30, 386, 36]
